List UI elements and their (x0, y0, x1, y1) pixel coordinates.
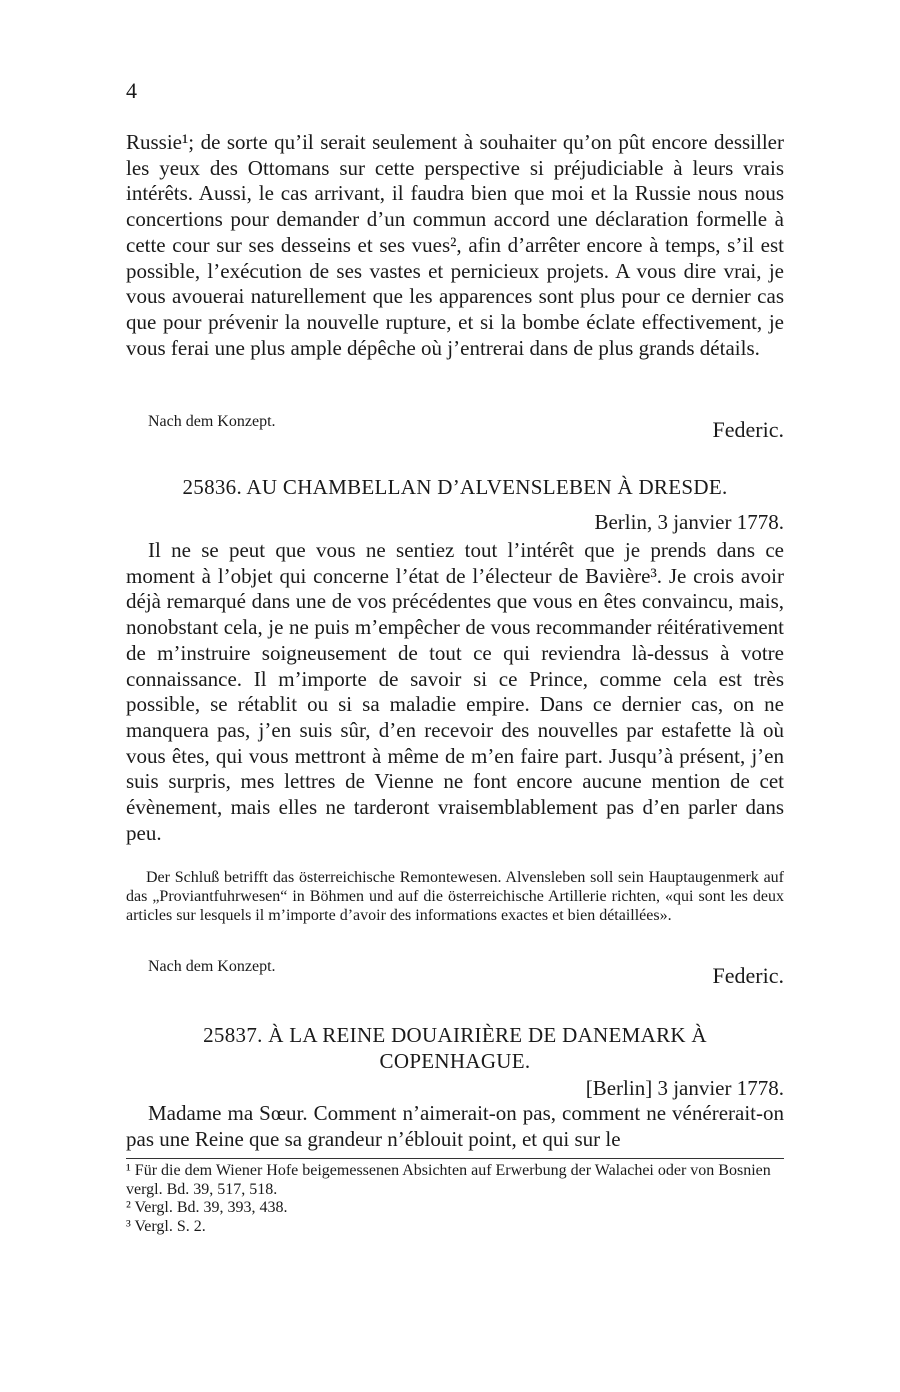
footnote-rule (126, 1158, 784, 1159)
footnote: ³ Vergl. S. 2. (126, 1217, 206, 1235)
letter-heading-line: 25837. À LA REINE DOUAIRIÈRE DE DANEMARK À (203, 1023, 707, 1047)
letter-body: Madame ma Sœur. Comment n’aimerait-on pas, comment ne vénérerait-on pas une Reine que sa grandeur n’éblouit point, et qui sur le (126, 1101, 784, 1151)
letter-dateline: Berlin, 3 janvier 1778. (594, 510, 784, 534)
letter-heading (126, 1022, 784, 1074)
source-note: Nach dem Konzept. (148, 958, 276, 975)
letter-continuation-body: Russie¹; de sorte qu’il serait seulement à souhaiter qu’on pût encore dessiller les yeux des Ottomans sur cette perspective si préjudiciable à leurs vrais intérêts. Aussi, le cas arrivant, il faudra bien que moi et la Russie nous nous concertions pour demander d’un commun accord une déclaration formelle à cette cour sur ses desseins et ses vues², afin d’arrêter encore à temps, s’il est possible, l’exécution de ses vastes et pernicieux projets. A vous dire vrai, je vous avouerai naturellement que les apparences sont plus pour ce dernier cas que pour prévenir la nouvelle rupture, et si la bombe éclate effectivement, je vous ferai une plus ample dépêche où j’entrerai dans de plus grands détails. (126, 130, 784, 360)
letter-dateline: [Berlin] 3 janvier 1778. (585, 1076, 784, 1100)
signature: Federic. (712, 963, 784, 988)
letter-heading: 25836. AU CHAMBELLAN D’ALVENSLEBEN À DRESDE. (182, 475, 728, 499)
footnote: ¹ Für die dem Wiener Hofe beigemessenen Absichten auf Erwerbung der Walachei oder von Bosnien vergl. Bd. 39, 517, 518. (126, 1162, 771, 1198)
letter-heading-line: COPENHAGUE. (379, 1049, 531, 1073)
signature: Federic. (712, 417, 784, 442)
footnotes (126, 1162, 784, 1236)
footnote: ² Vergl. Bd. 39, 393, 438. (126, 1199, 288, 1216)
letter-body: Il ne se peut que vous ne sentiez tout l’intérêt que je prends dans ce moment à l’objet qui concerne l’état de l’électeur de Bavière³. Je crois avoir déjà remarqué dans une de vos précédentes que vous en êtes convaincu, mais, nonobstant cela, je ne puis m’empêcher de vous recommander réitérativement de m’instruire soigneusement de tout ce qui reviendra là-dessus à votre connaissance. Il m’importe de savoir si ce Prince, comme cela est très possible, se rétablit ou si sa maladie empire. Dans ce dernier cas, on ne manquera pas, j’en suis sûr, d’en recevoir des nouvelles par estafette là où vous êtes, qui vous mettront à même de m’en faire part. Jusqu’à présent, j’en suis surpris, mes lettres de Vienne ne font encore aucune mention de cet évènement, mais elles ne tarderont vraisemblablement pas d’en parler dans peu. (126, 538, 784, 845)
page-number: 4 (126, 78, 137, 103)
source-note: Nach dem Konzept. (148, 413, 276, 430)
editorial-note: Der Schluß betrifft das österreichische Remontewesen. Alvensleben soll sein Hauptaugenmerk auf das „Proviantfuhrwesen“ in Böhmen und auf die österreichische Artillerie richten, «qui sont les deux articles sur lesquels il m’importe d’avoir des informations exactes et bien détaillées». (126, 869, 784, 924)
